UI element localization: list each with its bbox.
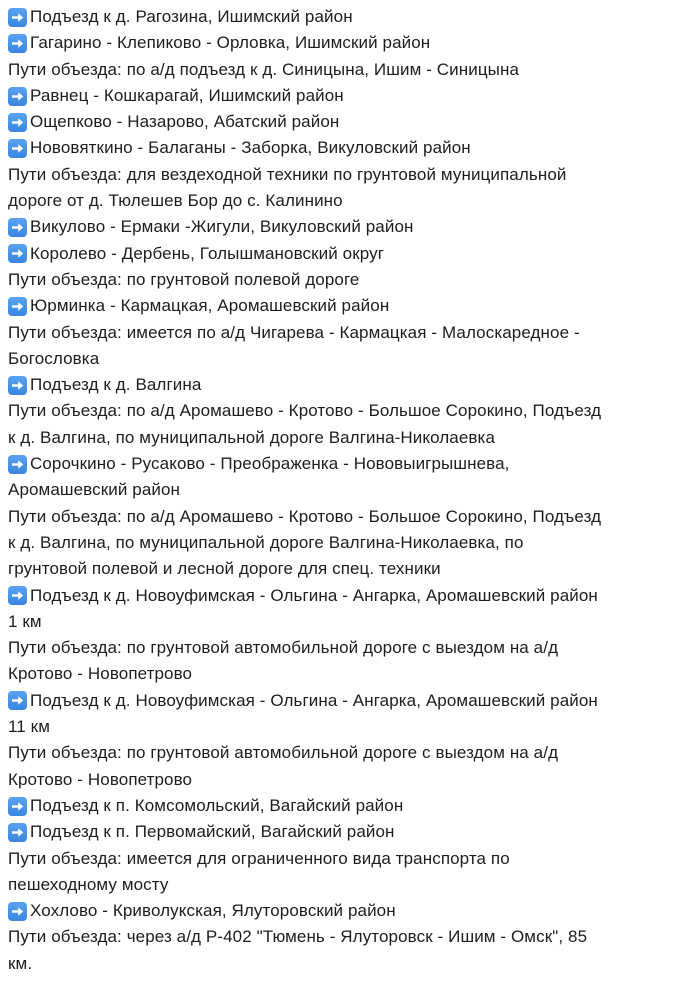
- line-text: Кротово - Новопетрово: [8, 769, 193, 789]
- line-text: Пути объезда: через а/д Р-402 "Тюмень - Ялуторовск - Ишим - Омск", 85: [8, 927, 588, 947]
- line-text: Гагарино - Клепиково - Орловка, Ишимский район: [30, 33, 431, 53]
- detour-text: [8, 346, 680, 372]
- detour-text: [8, 188, 680, 214]
- road-item: [8, 583, 680, 609]
- road-item: [8, 293, 680, 319]
- line-text: Пути объезда: имеется для ограниченного вида транспорта по: [8, 848, 510, 868]
- line-text: Хохлово - Криволукская, Ялуторовский район: [30, 901, 396, 921]
- line-text: Подъезд к д. Рагозина, Ишимский район: [30, 7, 353, 26]
- detour-text: [8, 635, 680, 661]
- right-arrow-icon: [8, 691, 27, 710]
- detour-text: [8, 425, 680, 451]
- road-item: [8, 898, 680, 924]
- right-arrow-icon: [8, 455, 27, 474]
- line-text: Подъезд к д. Новоуфимская - Ольгина - Ангарка, Аромашевский район: [30, 585, 598, 605]
- line-text: 11 км: [8, 717, 50, 737]
- line-text: Пути объезда: по грунтовой автомобильной дороге с выездом на а/д: [8, 743, 559, 763]
- line-text: км.: [8, 953, 33, 973]
- detour-text: [8, 556, 680, 582]
- line-text: Подъезд к д. Валгина: [30, 375, 202, 395]
- detour-text: [8, 504, 680, 530]
- line-text: Пути объезда: по а/д подъезд к д. Синицына, Ишим - Синицына: [8, 59, 520, 79]
- line-text: Подъезд к п. Комсомольский, Вагайский район: [30, 795, 404, 815]
- detour-text: [8, 924, 680, 950]
- right-arrow-icon: [8, 586, 27, 605]
- line-text: дороге от д. Тюлешев Бор до с. Калинино: [8, 191, 343, 211]
- right-arrow-icon: [8, 218, 27, 237]
- line-text: Королево - Дербень, Голышмановский округ: [30, 243, 385, 263]
- detour-text: [8, 57, 680, 83]
- line-text: Аромашевский район: [8, 480, 181, 500]
- line-text: Викулово - Ермаки -Жигули, Викуловский район: [30, 217, 414, 237]
- right-arrow-icon: [8, 139, 27, 158]
- line-text: Пути объезда: для вездеходной техники по грунтовой муниципальной: [8, 164, 567, 184]
- road-item: [8, 688, 680, 714]
- detour-text: [8, 740, 680, 766]
- road-item-continuation: [8, 714, 680, 740]
- right-arrow-icon: [8, 376, 27, 395]
- line-text: 1 км: [8, 611, 42, 631]
- road-item: [8, 109, 680, 135]
- line-text: Пути объезда: по а/д Аромашево - Кротово - Большое Сорокино, Подъезд: [8, 506, 602, 526]
- line-text: Подъезд к д. Новоуфимская - Ольгина - Ангарка, Аромашевский район: [30, 690, 598, 710]
- detour-text: [8, 846, 680, 872]
- right-arrow-icon: [8, 297, 27, 316]
- detour-text: [8, 398, 680, 424]
- line-text: Нововяткино - Балаганы - Заборка, Викуловский район: [30, 138, 471, 158]
- right-arrow-icon: [8, 244, 27, 263]
- right-arrow-icon: [8, 113, 27, 132]
- detour-text: [8, 320, 680, 346]
- detour-text: [8, 267, 680, 293]
- line-text: Пути объезда: по а/д Аромашево - Кротово - Большое Сорокино, Подъезд: [8, 401, 602, 421]
- road-item: [8, 4, 680, 30]
- road-item-continuation: [8, 609, 680, 635]
- detour-text: [8, 872, 680, 898]
- right-arrow-icon: [8, 823, 27, 842]
- detour-text: [8, 767, 680, 793]
- line-text: к д. Валгина, по муниципальной дороге Валгина-Николаевка: [8, 427, 496, 447]
- line-text: Кротово - Новопетрово: [8, 664, 193, 684]
- road-item: [8, 372, 680, 398]
- detour-text: [8, 661, 680, 687]
- road-item: [8, 30, 680, 56]
- line-text: Богословка: [8, 348, 100, 368]
- road-item: [8, 793, 680, 819]
- line-text: Юрминка - Кармацкая, Аромашевский район: [30, 296, 390, 316]
- line-text: Ощепково - Назарово, Абатский район: [30, 112, 340, 132]
- line-text: Пути объезда: по грунтовой полевой дороге: [8, 269, 360, 289]
- line-text: Пути объезда: имеется по а/д Чигарева - Кармацкая - Малоскаредное -: [8, 322, 580, 342]
- detour-text: [8, 162, 680, 188]
- right-arrow-icon: [8, 902, 27, 921]
- road-item: [8, 214, 680, 240]
- right-arrow-icon: [8, 34, 27, 53]
- detour-text: [8, 951, 680, 977]
- line-text: Равнец - Кошкарагай, Ишимский район: [30, 85, 344, 105]
- road-item: [8, 819, 680, 845]
- road-item: [8, 451, 680, 477]
- line-text: Пути объезда: по грунтовой автомобильной дороге с выездом на а/д: [8, 638, 559, 658]
- road-item-continuation: [8, 477, 680, 503]
- line-text: пешеходному мосту: [8, 874, 169, 894]
- detour-text: [8, 530, 680, 556]
- road-item: [8, 83, 680, 109]
- line-text: Сорочкино - Русаково - Преображенка - Нововыигрышнева,: [30, 454, 510, 474]
- road-item: [8, 135, 680, 161]
- line-text: к д. Валгина, по муниципальной дороге Валгина-Николаевка, по: [8, 532, 524, 552]
- line-text: Подъезд к п. Первомайский, Вагайский район: [30, 822, 395, 842]
- right-arrow-icon: [8, 87, 27, 106]
- right-arrow-icon: [8, 797, 27, 816]
- line-text: грунтовой полевой и лесной дороге для спец. техники: [8, 559, 441, 579]
- road-item: [8, 241, 680, 267]
- right-arrow-icon: [8, 8, 27, 27]
